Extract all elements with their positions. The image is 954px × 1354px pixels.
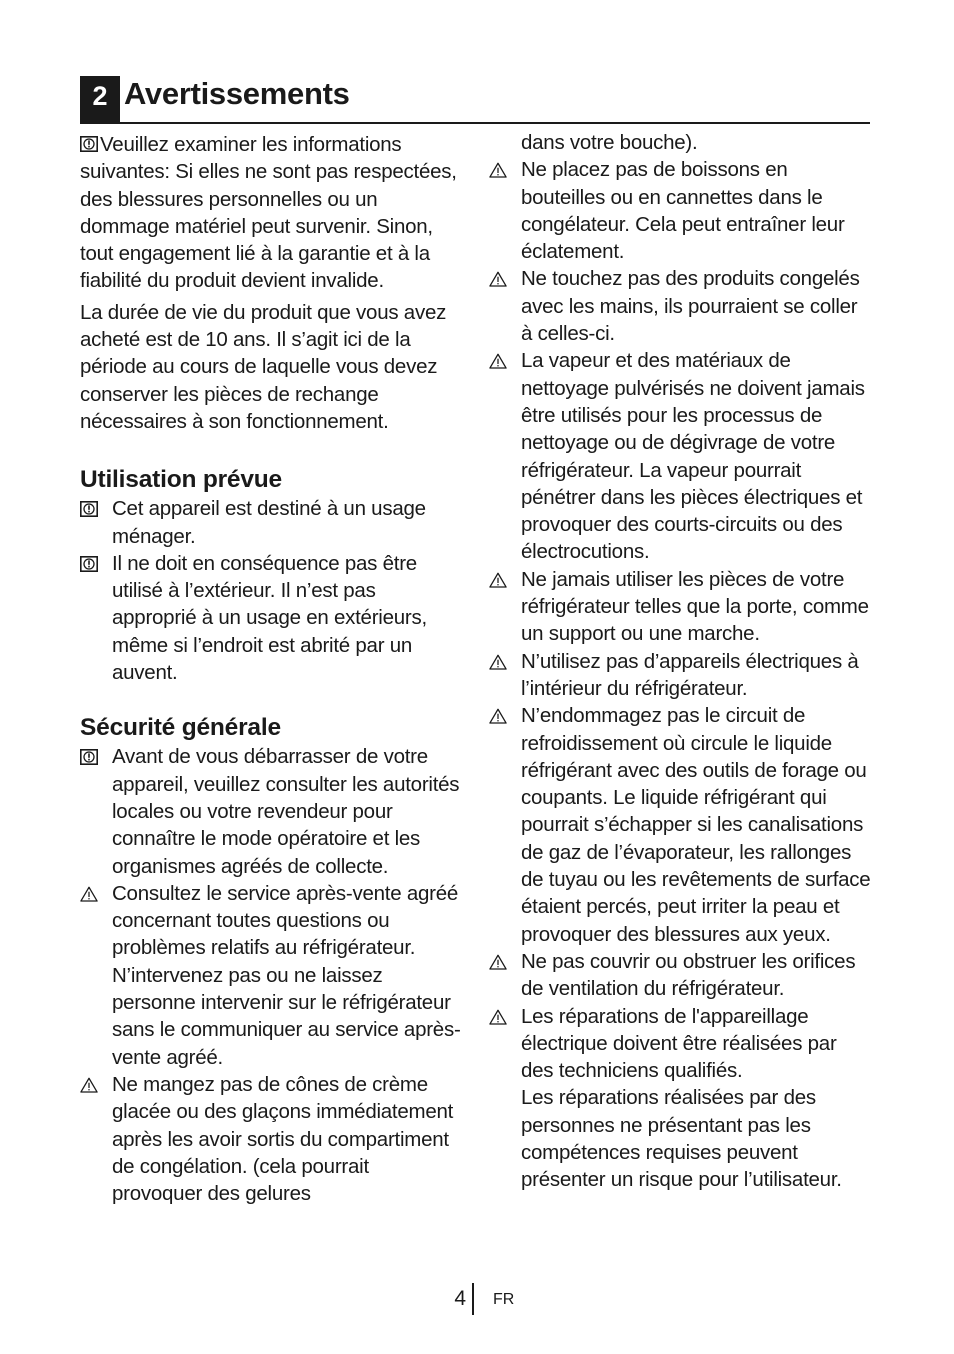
list-item-text: N’endommagez pas le circuit de refroidissement où circule le liquide réfrigérant avec des outils de forage ou coupants. Le liquide réfrigérant qui pourrait s’échapper si les canalisations de gaz de l’évaporateur, les rallonges de tuyau ou les revêtements de surface étaient percés, peut irriter la peau et provoquer des blessures aux yeux. — [521, 704, 871, 946]
info-icon — [80, 136, 98, 152]
lifetime-paragraph: La durée de vie du produit que vous avez acheté est de 10 ans. Il s’agit ici de la période au cours de laquelle vous devez conserver les pièces de rechange nécessaires à son fonctionnement. — [80, 300, 447, 433]
warning-icon — [489, 161, 507, 179]
list-item-text: Ne touchez pas des produits congelés avec les mains, ils pourraient se coller à celles-ci. — [521, 267, 860, 346]
list-item — [80, 880, 464, 1071]
chapter-title: Avertissements — [124, 76, 350, 111]
list-item-text: Avant de vous débarrasser de votre appareil, veuillez consulter les autorités locales ou votre revendeur pour connaître le mode opératoire et les organismes agréés de collecte. — [112, 745, 460, 878]
section-title-utilisation: Utilisation prévue — [80, 466, 282, 494]
language-code: FR — [493, 1291, 515, 1308]
list-item-text: Ne pas couvrir ou obstruer les orifices de ventilation du réfrigérateur. — [521, 949, 856, 1001]
list-item — [489, 156, 873, 265]
continuation-text: dans votre bouche). — [521, 131, 698, 154]
list-item — [489, 265, 873, 347]
info-icon — [80, 748, 98, 766]
intro-paragraph — [80, 131, 464, 295]
right-column — [489, 129, 873, 1194]
list-item — [489, 566, 873, 648]
footer-divider — [472, 1283, 474, 1315]
list-item — [80, 743, 464, 879]
warning-icon — [489, 1008, 507, 1026]
list-item-text: Cet appareil est destiné à un usage ménager. — [112, 497, 426, 548]
list-item-text: Les réparations de l'appareillage électrique doivent être réalisées par des techniciens qualifiés. — [521, 1004, 837, 1083]
list-item-text: Ne placez pas de boissons en bouteilles ou en cannettes dans le congélateur. Cela peut entraîner leur éclatement. — [521, 158, 845, 264]
warning-icon — [489, 953, 507, 971]
list-item — [489, 702, 873, 948]
list-item-text: Ne jamais utiliser les pièces de votre réfrigérateur telles que la porte, comme un support ou une marche. — [521, 567, 869, 646]
list-item — [489, 948, 873, 1003]
list-item — [80, 550, 464, 686]
warning-icon — [80, 1076, 98, 1094]
intro-text: Veuillez examiner les informations suivantes: Si elles ne sont pas respectées, des blessures personnelles ou un dommage matériel peut survenir. Sinon, tout engagement lié à la garantie et à la fiabilité du produit devient invalide. — [80, 133, 457, 293]
warning-icon — [489, 653, 507, 671]
warning-icon — [489, 270, 507, 288]
list-item-text: Il ne doit en conséquence pas être utilisé à l’extérieur. Il n’est pas approprié à un usage en extérieurs, même si l’endroit est abrité par un auvent. — [112, 551, 427, 685]
list-item-text: N’utilisez pas d’appareils électriques à l’intérieur du réfrigérateur. — [521, 649, 859, 700]
list-item — [489, 347, 873, 565]
page-number: 4 — [454, 1287, 466, 1310]
warning-icon — [489, 571, 507, 589]
note-text: Les réparations réalisées par des personnes ne présentant pas les compétences requises peuvent présenter un risque pour l’utilisateur. — [521, 1086, 842, 1192]
list-item — [489, 1003, 873, 1085]
warning-icon — [489, 707, 507, 725]
list-item — [80, 495, 464, 550]
chapter-number: 2 — [80, 76, 120, 122]
list-item — [80, 1071, 464, 1207]
warning-icon — [80, 885, 98, 903]
chapter-header — [80, 76, 870, 124]
list-item-text: Consultez le service après-vente agréé concernant toutes questions ou problèmes relatifs au réfrigérateur. N’intervenez pas ou ne laissez personne intervenir sur le réfrigérateur sans le communiquer au service après-vente agréé. — [112, 881, 461, 1069]
section-title-securite: Sécurité générale — [80, 714, 281, 742]
list-item — [489, 648, 873, 703]
warning-icon — [489, 352, 507, 370]
left-column — [80, 131, 464, 1207]
info-icon — [80, 555, 98, 573]
list-item-text: Ne mangez pas de cônes de crème glacée ou des glaçons immédiatement après les avoir sortis du compartiment de congélation. (cela pourrait provoquer des gelures — [112, 1072, 454, 1206]
list-item-text: La vapeur et des matériaux de nettoyage pulvérisés ne doivent jamais être utilisés pour les processus de nettoyage ou de dégivrage de votre réfrigérateur. La vapeur pourrait pénétrer dans les pièces électriques et provoquer des courts-circuits ou des électrocutions. — [521, 349, 865, 564]
info-icon — [80, 500, 98, 518]
chapter-rule — [80, 122, 870, 124]
